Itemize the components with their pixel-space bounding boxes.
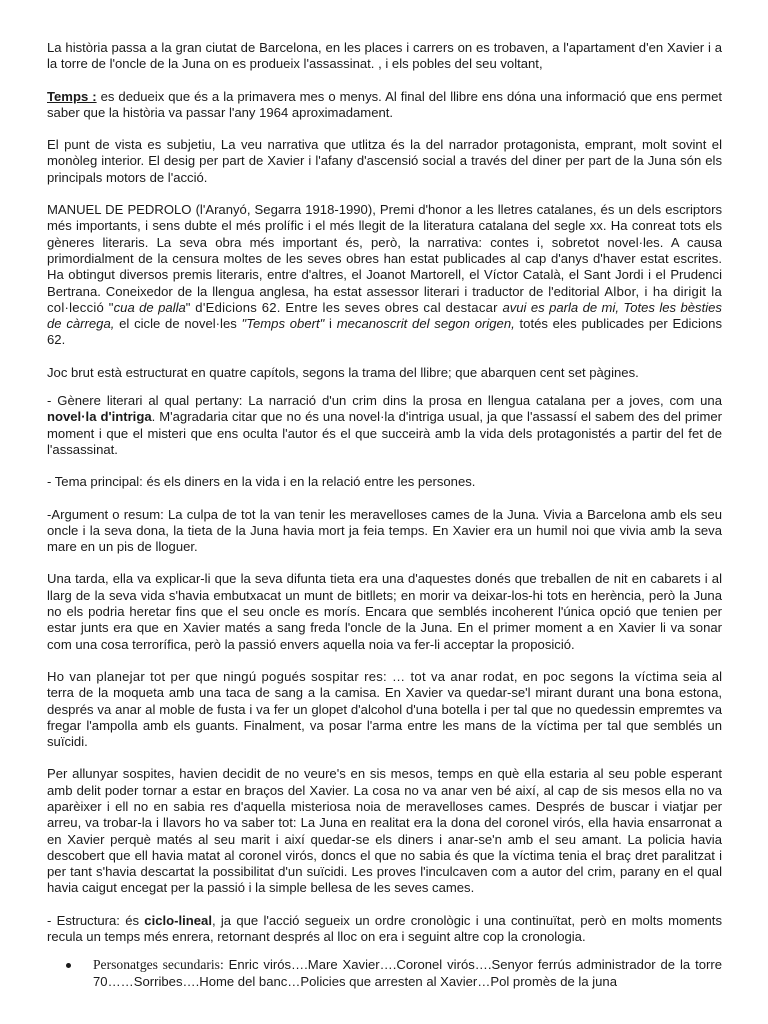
paragraph-plot-murder — [47, 669, 722, 750]
author-works-titles: avui es parla de mi, Totes les bèsties de càrrega, — [47, 299, 722, 332]
author-and-text: i — [324, 316, 337, 332]
paragraph-plot-summary: -Argument o resum: La culpa de tot la van tenir les meravelloses cames de la Juna. Vivia a Barcelona amb els seu oncle i la seva dona, la tieta de la Juna havia mort ja feia temps. En Xavier era un humil noi que vivia amb la seva mare en un pis de lloguer. — [47, 506, 722, 555]
paragraph-setting: La història passa a la gran ciutat de Barcelona, en les places i carrers on es trobaven, a l'apartament d'en Xavier i a la torre de l'oncle de la Juna on es produeix l'assassinat. , i els pobles del seu voltant, — [47, 40, 722, 72]
list-item — [66, 957, 722, 990]
bullet-icon — [66, 963, 71, 968]
murder-text: seia al terra de la moqueta amb una taca de sang a la camisa. En Xavier va quedar-se'l mirant durant una bona estona, després va anar al moble de fusta i va fer un glopet d'alcohol d'una botella i per tal que no quedessin empremtes va fregar l'ampolla amb els guants. Finalment, va posar l'arma entre les mans de la víctima per tal que semblés un suïcidi. — [47, 668, 722, 750]
paragraph-theme: - Tema principal: és els diners en la vida i en la relació entre les persones. — [47, 474, 476, 490]
author-collection-title: cua de palla — [113, 299, 186, 315]
characters-text: Enric virós….Mare Xavier….Coronel virós….Senyor ferrús administrador de la torre 70……Sorribes….Home del banc…Policies que arresten al Xavier…Pol promès de la juna — [93, 957, 722, 989]
paragraph-time — [47, 89, 722, 122]
author-works-intro: " d'Edicions 62. Entre les seves obres cal destacar — [185, 299, 503, 315]
genre-text-1: - Gènere literari al qual pertany: La narració d'un crim dins la prosa en llengua catalana per a joves, com una — [47, 393, 722, 409]
structure-text-1: - Estructura: és — [47, 912, 145, 928]
paragraph-plot-ending: Per allunyar sospites, havien decidit de no veure's en sis mesos, temps en què ella estaria al seu poble esperant amb delit poder tornar a estar en braços del Xavier. La cosa no va anar ven bé així, al cap de sis mesos ella no va aparèixer i ell no en sabia res d'aquella misteriosa noia de meravelloses cames. Després de buscar i viatjar per arreu, va trobar-la i llavors ho va saber tot: La Juna en realitat era la dona del coronel virós, ella havia ensarronat a en Xavier perquè matés al seu marit i així quedar-se els diners i anar-se'n amb el seu amant. La policia havia descobert que ell havia matat al coronel virós, doncs el que no sabia és que la víctima tenia el braç dret paralitzat i per tant s'havia descartat la possibilitat d'un suïcidi. Les proves l'inculcaven com a autor del crim, parany en el qual havia caigut encegat per la passió i la simple bellesa de les seves cames. — [47, 766, 722, 896]
genre-bold: novel·la d'intriga — [47, 409, 152, 425]
paragraph-structure-chapters: Joc brut està estructurat en quatre capítols, segons la trama del llibre; que abarquen cent set pàgines. — [47, 364, 639, 380]
structure-text-2: , ja que l'acció segueix un ordre cronològic i una continuïtat, però en molts moments recula un temps més enrera, retornant després al lloc on era i seguint altre cop la cronologia. — [47, 912, 722, 945]
characters-label: Personatges secundaris: — [93, 957, 224, 973]
murder-text-mono: Ho van planejar tot per que ningú pogués sospitar res: … tot va anar rodat, en poc segons la víctima — [47, 668, 678, 684]
secondary-characters-list — [47, 957, 722, 990]
paragraph-plot-proposal: Una tarda, ella va explicar-li que la seva difunta tieta era una d'aquestes donés que treballen de nit en cabarets i al llarg de la seva vida s'havia embutxacat un munt de bitllets; en morir va deixar-los-hi tots en herència, però la Juna no els podria heretar fins que el seu oncle es morís. Encara que semblés incoherent l'única opció que tenien per estar junts era que en Xavier matés a sang freda l'oncle de la Juna. En el primer moment a en Xavier li va sonar com una cosa terrorífica, però la passió envers aquella noia va fer-li acceptar la proposició. — [47, 571, 722, 652]
structure-bold: ciclo-lineal — [144, 912, 212, 928]
author-intro: MANUEL DE PEDROLO (l'Aranyó, Segarra 1918-1990), Premi d'honor a les lletres catalanes, és un dels escriptors més importants, i sens dubte el més prolífic i el més llegit de la literatura catalana del segle xx. Ha conreat tots els gèneres literaris. La seva obra més important és, però, la narrativa: contes i, sobretot novel·les. A causa primordialment de la censura moltes de les seves obres han estat publicades al cap d'anys d'haver estat escrites. Ha obtingut diversos premis literaris, entre d'altres, el Joanot Martorell, el Víctor Català, el Sant Jordi i el Prudenci Bertrana. Coneixedor de la llengua anglesa, ha estat assessor literari i traductor de l'editorial — [47, 202, 722, 299]
paragraph-point-of-view: El punt de vista es subjetiu, La veu narrativa que utlitza és la del narrador protagonista, emprant, molt sovint el monòleg interior. El desig per part de Xavier i l'afany d'ascensió social a través del diner per part de la Juna són els principals motors de l'acció. — [47, 137, 722, 185]
author-collection-text: Albor, i ha dirigit la col·lecció " — [47, 283, 722, 315]
paragraph-narrative-structure — [47, 913, 722, 946]
time-text: es dedueix que és a la primavera mes o menys. Al final del llibre ens dóna una informació que ens permet saber que la història va passar l'any 1964 aproximadament. — [47, 88, 722, 120]
author-cycle-text: el cicle de novel·les — [114, 316, 242, 332]
time-label: Temps : — [47, 88, 97, 104]
paragraph-genre — [47, 393, 722, 458]
author-mecanoscrit-title: mecanoscrit del segon origen, — [336, 316, 515, 332]
author-cycle-title: "Temps obert" — [241, 316, 325, 332]
genre-text-2: . M'agradaria citar que no és una novel·la d'intriga usual, ja que l'assassí el sabem des del primer moment i que el misteri que ens oculta l'autor és el que succeirà amb la vida dels protagonistés a partir del fet de l'assassinat. — [47, 409, 722, 457]
paragraph-author — [47, 202, 722, 349]
author-publisher-text: totés eles publicades per Edicions 62. — [47, 316, 723, 348]
